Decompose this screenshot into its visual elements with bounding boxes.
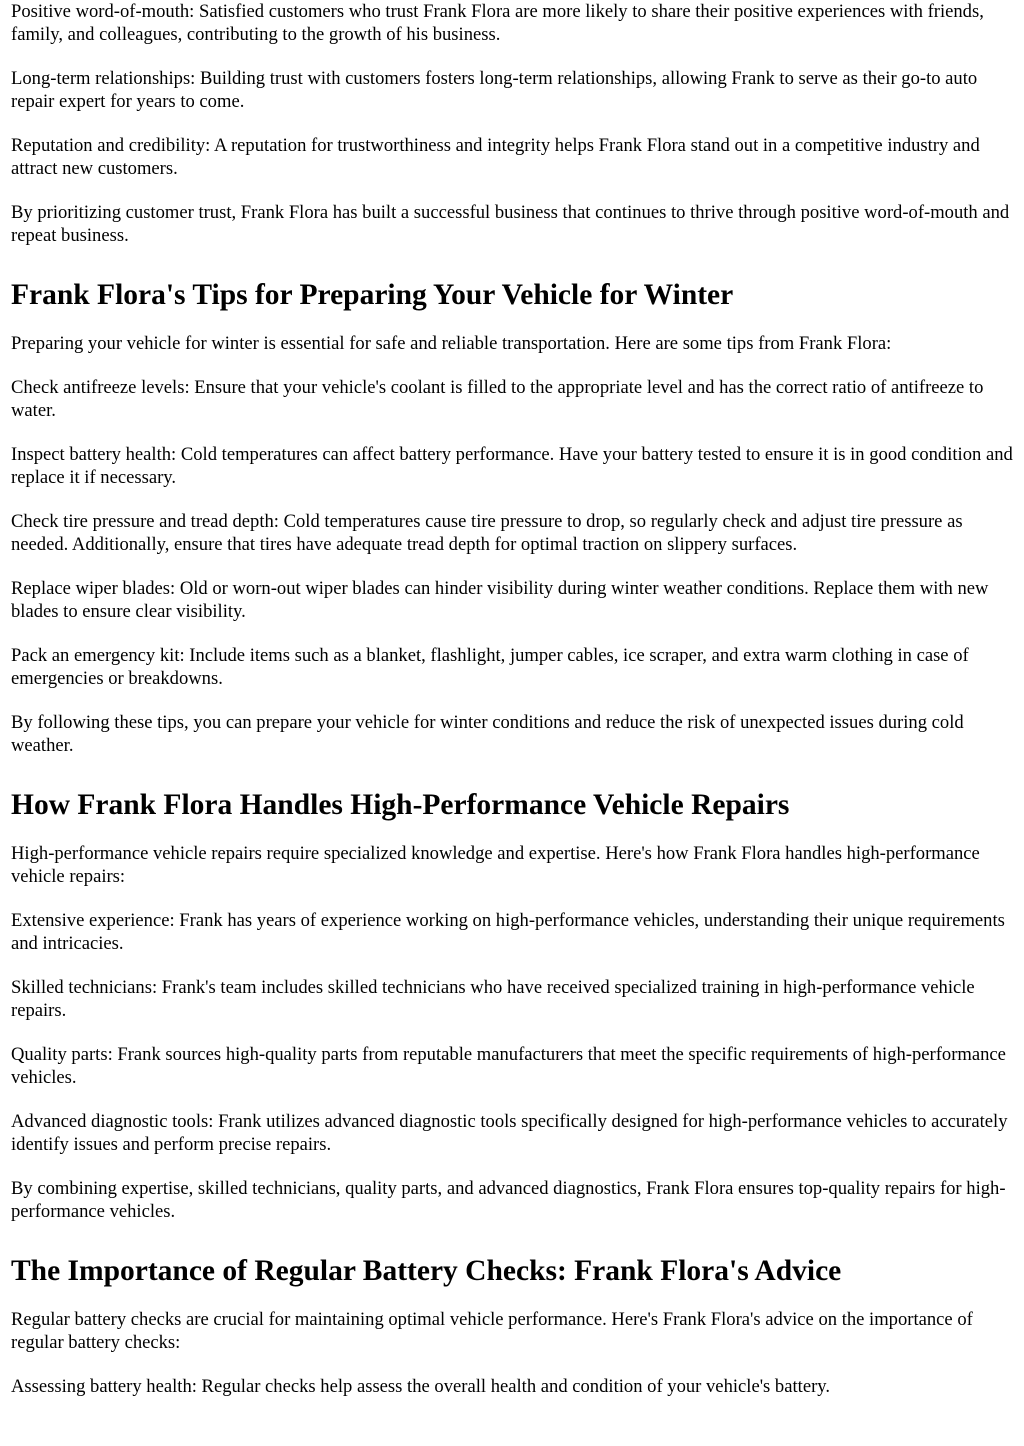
section-paragraph: Regular battery checks are crucial for maintaining optimal vehicle performance. Here's Frank Flora's advice on the importance of regular battery checks: [11,1309,973,1353]
intro-paragraph: By prioritizing customer trust, Frank Flora has built a successful business that continues to thrive through positive word-of-mouth and repeat business. [11,202,1010,246]
section-paragraph: Replace wiper blades: Old or worn-out wiper blades can hinder visibility during winter weather conditions. Replace them with new blades to ensure clear visibility. [11,578,989,622]
section-heading-high-performance: How Frank Flora Handles High-Performance Vehicle Repairs [11,789,790,821]
intro-paragraph: Reputation and credibility: A reputation for trustworthiness and integrity helps Frank Flora stand out in a competitive industry and attract new customers. [11,135,980,179]
section-paragraph: Pack an emergency kit: Include items such as a blanket, flashlight, jumper cables, ice scraper, and extra warm clothing in case of emergencies or breakdowns. [11,645,969,689]
section-paragraph: By combining expertise, skilled technicians, quality parts, and advanced diagnostics, Frank Flora ensures top-quality repairs for high-performance vehicles. [11,1178,1006,1222]
section-paragraph: Inspect battery health: Cold temperatures can affect battery performance. Have your battery tested to ensure it is in good condition and replace it if necessary. [11,444,1013,488]
section-paragraph: Skilled technicians: Frank's team includes skilled technicians who have received specialized training in high-performance vehicle repairs. [11,977,975,1021]
intro-paragraph: Long-term relationships: Building trust with customers fosters long-term relationships, allowing Frank to serve as their go-to auto repair expert for years to come. [11,68,978,112]
section-paragraph: Extensive experience: Frank has years of experience working on high-performance vehicles, understanding their unique requirements and intricacies. [11,910,1005,954]
section-paragraph: By following these tips, you can prepare your vehicle for winter conditions and reduce the risk of unexpected issues during cold weather. [11,712,964,756]
section-paragraph: Check antifreeze levels: Ensure that your vehicle's coolant is filled to the appropriate level and has the correct ratio of antifreeze to water. [11,377,984,421]
section-paragraph: High-performance vehicle repairs require specialized knowledge and expertise. Here's how Frank Flora handles high-performance vehicle repairs: [11,843,980,887]
section-heading-winter-tips: Frank Flora's Tips for Preparing Your Vehicle for Winter [11,279,734,311]
section-paragraph: Quality parts: Frank sources high-quality parts from reputable manufacturers that meet the specific requirements of high-performance vehicles. [11,1044,1006,1088]
intro-paragraph: Positive word-of-mouth: Satisfied customers who trust Frank Flora are more likely to share their positive experiences with friends, family, and colleagues, contributing to the growth of his business. [11,1,984,45]
section-paragraph: Assessing battery health: Regular checks help assess the overall health and condition of your vehicle's battery. [11,1376,830,1397]
section-paragraph: Preparing your vehicle for winter is essential for safe and reliable transportation. Here are some tips from Frank Flora: [11,333,892,354]
section-heading-battery-checks: The Importance of Regular Battery Checks: Frank Flora's Advice [11,1255,842,1287]
section-paragraph: Advanced diagnostic tools: Frank utilizes advanced diagnostic tools specifically designed for high-performance vehicles to accurately identify issues and perform precise repairs. [11,1111,1008,1155]
section-paragraph: Check tire pressure and tread depth: Cold temperatures cause tire pressure to drop, so regularly check and adjust tire pressure as needed. Additionally, ensure that tires have adequate tread depth for optimal traction on slippery surfaces. [11,511,963,555]
